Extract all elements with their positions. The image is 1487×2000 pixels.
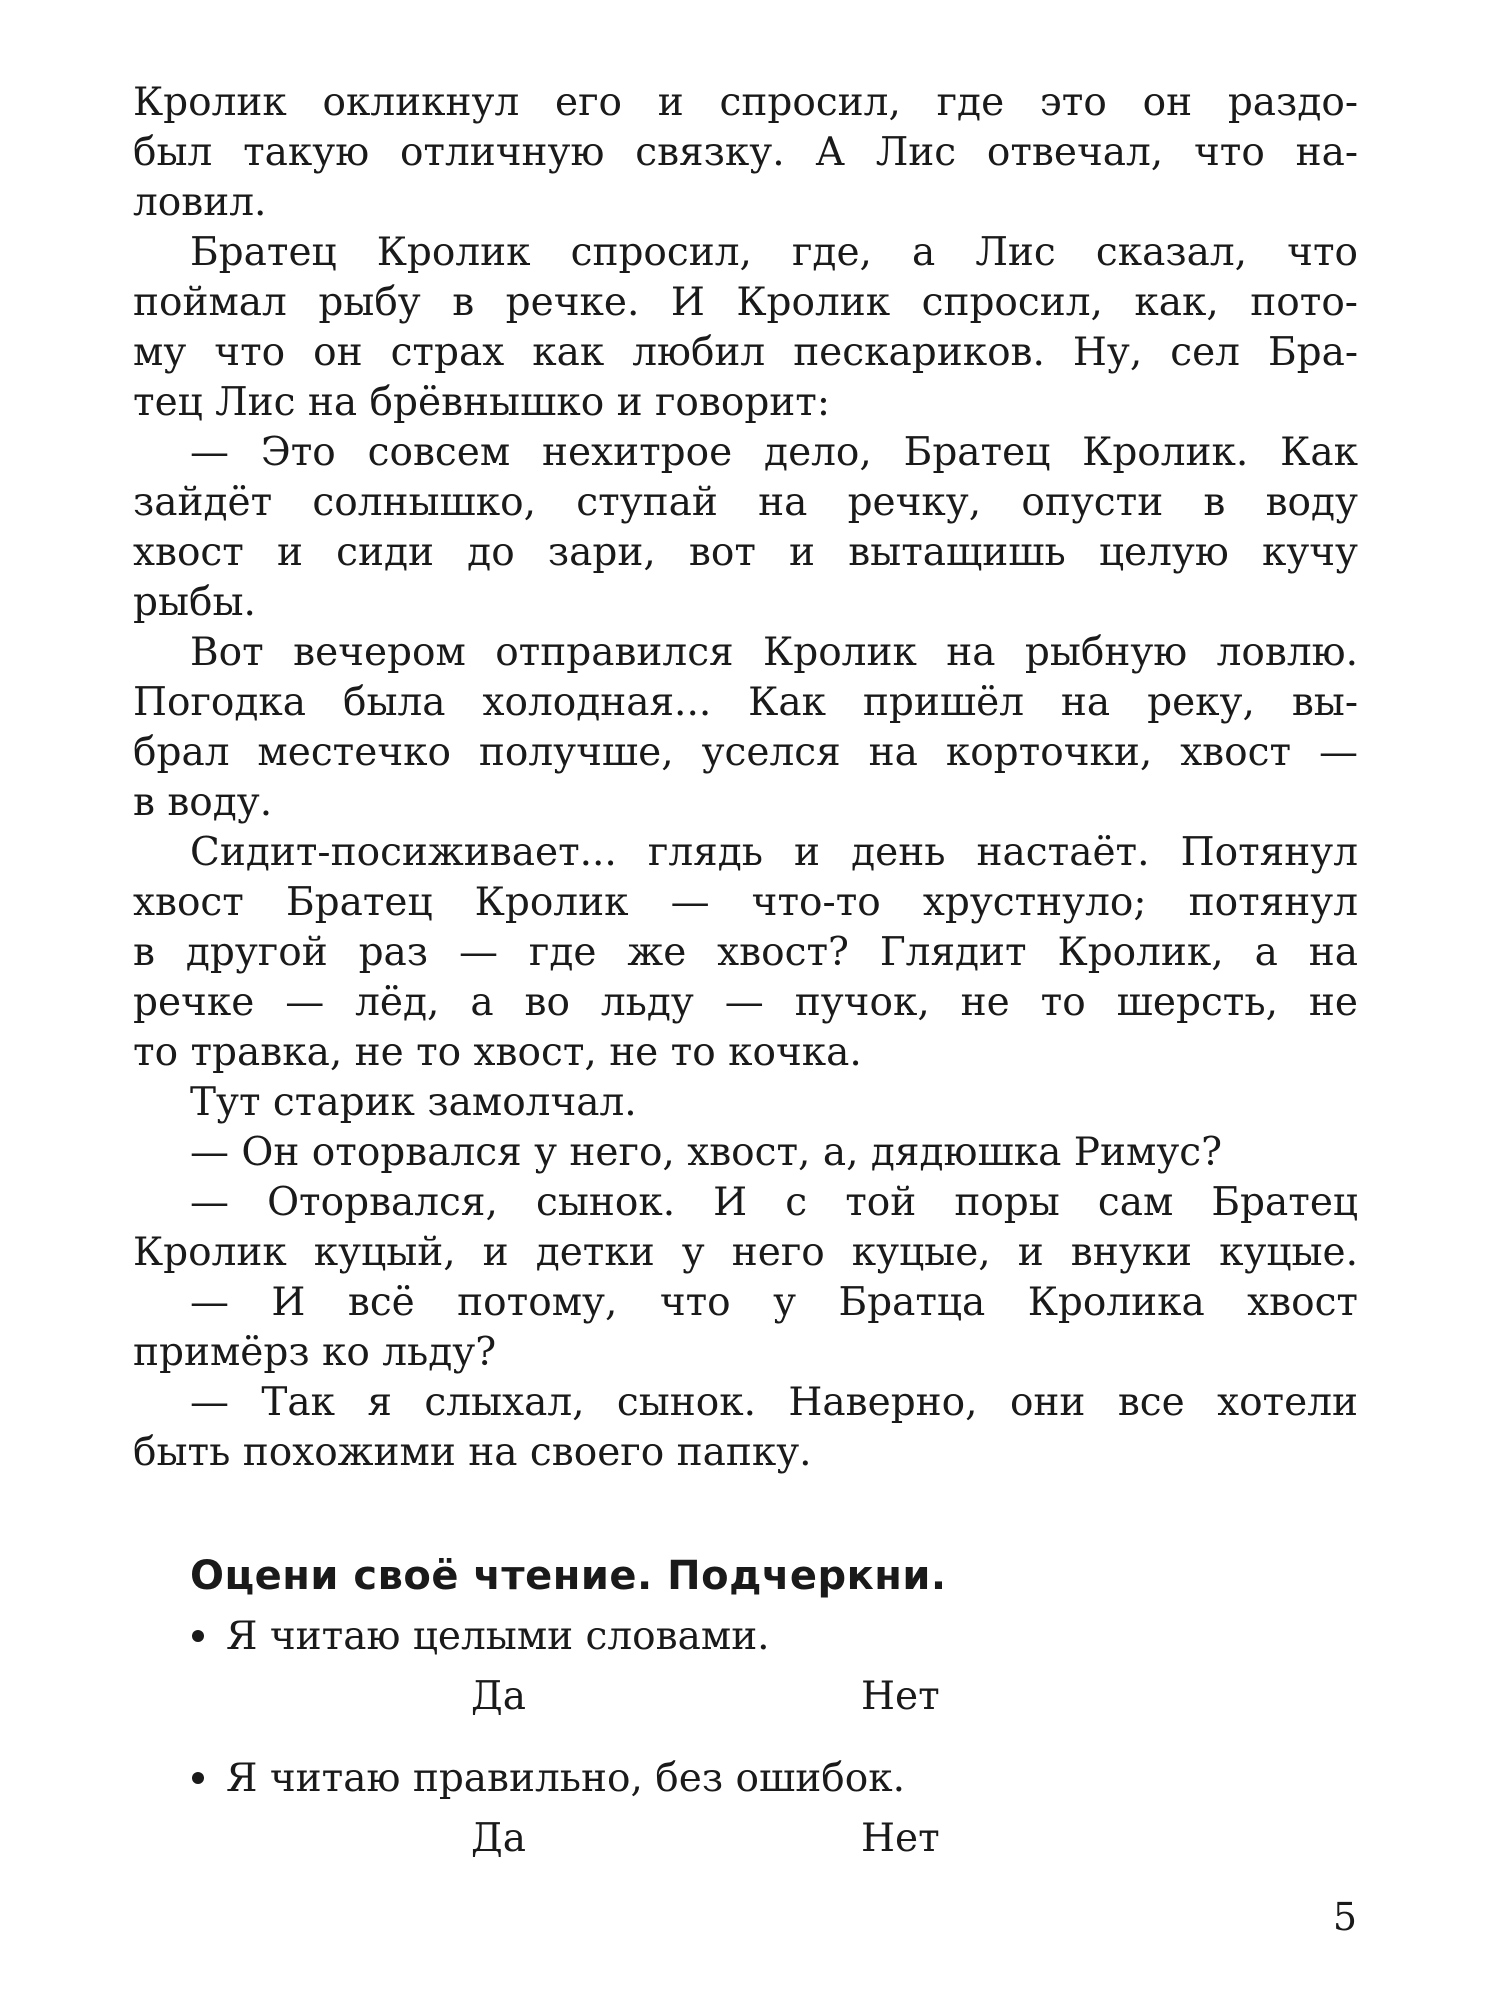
- answer-yes[interactable]: Да: [471, 1674, 526, 1719]
- assessment-item-text: Я читаю правильно, без ошибок.: [226, 1756, 905, 1801]
- story-line: брал местечко получше, уселся на корточки, хвост —: [133, 730, 1358, 775]
- story-line: Кролик окликнул его и спросил, где это он раздо-: [133, 80, 1358, 125]
- story-line: поймал рыбу в речке. И Кролик спросил, как, пото-: [133, 280, 1358, 325]
- story-line: ловил.: [133, 180, 267, 225]
- story-line: зайдёт солнышко, ступай на речку, опусти в воду: [133, 480, 1358, 525]
- bullet-icon: [192, 1772, 204, 1784]
- story-line: му что он страх как любил пескариков. Ну, сел Бра-: [133, 330, 1358, 375]
- answer-no[interactable]: Нет: [861, 1674, 940, 1719]
- story-line: Погодка была холодная... Как пришёл на реку, вы-: [133, 680, 1358, 725]
- story-line: Кролик куцый, и детки у него куцые, и внуки куцые.: [133, 1230, 1358, 1275]
- story-line: — Это совсем нехитрое дело, Братец Кролик. Как: [190, 430, 1358, 475]
- story-line: — И всё потому, что у Братца Кролика хвост: [190, 1280, 1358, 1325]
- story-line: — Так я слыхал, сынок. Наверно, они все хотели: [190, 1380, 1358, 1425]
- assessment-item: [192, 1754, 905, 1804]
- story-line: Братец Кролик спросил, где, а Лис сказал, что: [190, 230, 1358, 275]
- story-line: тец Лис на брёвнышко и говорит:: [133, 380, 830, 425]
- story-line: Тут старик замолчал.: [190, 1080, 637, 1125]
- story-line: примёрз ко льду?: [133, 1330, 497, 1375]
- assessment-heading: Оцени своё чтение. Подчеркни.: [190, 1553, 947, 1599]
- story-line: — Оторвался, сынок. И с той поры сам Братец: [190, 1180, 1358, 1225]
- story-line: Вот вечером отправился Кролик на рыбную ловлю.: [190, 630, 1358, 675]
- answer-yes[interactable]: Да: [471, 1816, 526, 1861]
- answer-no[interactable]: Нет: [861, 1816, 940, 1861]
- assessment-item: [192, 1612, 770, 1662]
- bullet-icon: [192, 1630, 204, 1642]
- story-line: рыбы.: [133, 580, 256, 625]
- page-number: 5: [1332, 1895, 1357, 1939]
- story-line: — Он оторвался у него, хвост, а, дядюшка Римус?: [190, 1130, 1223, 1175]
- story-line: хвост Братец Кролик — что-то хрустнуло; потянул: [133, 880, 1358, 925]
- story-line: то травка, не то хвост, не то кочка.: [133, 1030, 862, 1075]
- story-line: Сидит-посиживает... глядь и день настаёт. Потянул: [190, 830, 1358, 875]
- story-line: речке — лёд, а во льду — пучок, не то шерсть, не: [133, 980, 1358, 1025]
- story-line: был такую отличную связку. А Лис отвечал, что на-: [133, 130, 1358, 175]
- story-line: в другой раз — где же хвост? Глядит Кролик, а на: [133, 930, 1358, 975]
- story-line: быть похожими на своего папку.: [133, 1430, 812, 1475]
- assessment-item-text: Я читаю целыми словами.: [226, 1614, 770, 1659]
- story-line: в воду.: [133, 780, 273, 825]
- story-line: хвост и сиди до зари, вот и вытащишь целую кучу: [133, 530, 1358, 575]
